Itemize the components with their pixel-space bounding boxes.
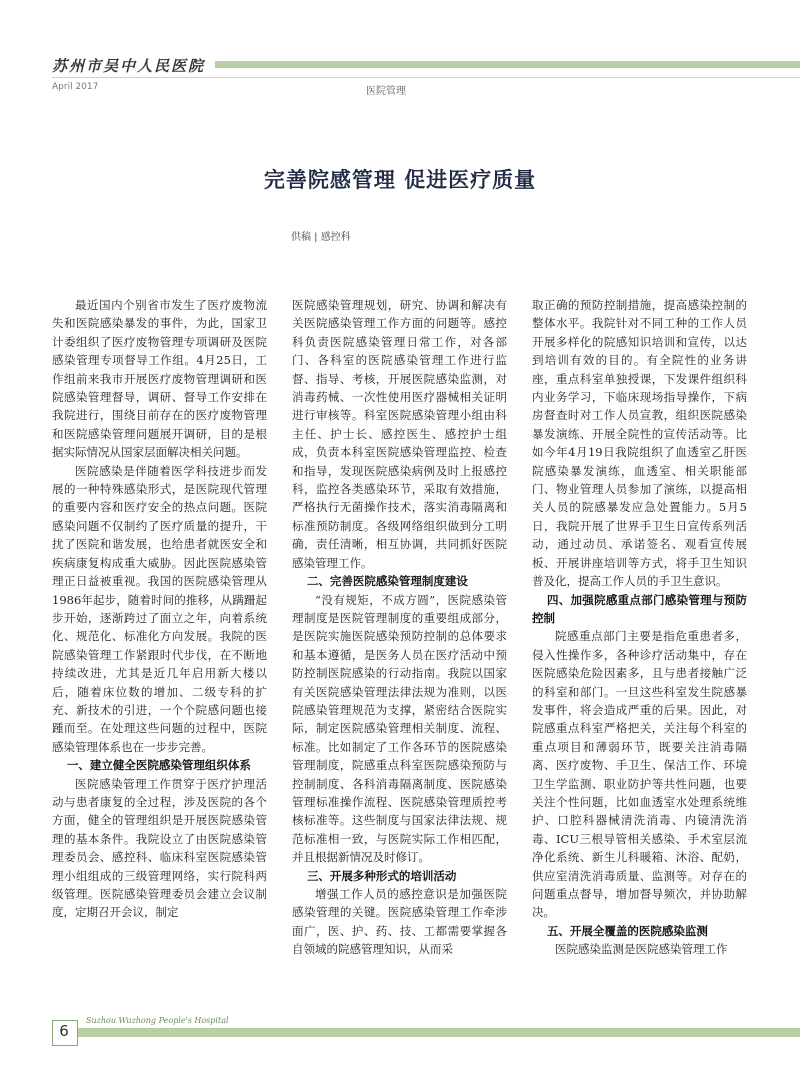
text-column-2 <box>292 296 507 959</box>
section-heading: 五、开展全覆盖的医院感染监测 <box>546 923 708 938</box>
text-column-1 <box>52 296 267 922</box>
paragraph: 医院感染管理规划，研究、协调和解决有关医院感染管理工作方面的问题等。感控科负责医院感染管理日常工作，对各部门、各科室的医院感染管理工作进行监督、指导、考核，开展医院感染监测，对消毒药械、一次性使用医疗器械相关证明进行审核等。科室医院感染管理小组由科主任、护士长、感控医生、感控护士组成，负责本科室医院感染管理监控、检查和指导，发现医院感染病例及时上报感控科，监控各类感染环节，采取有效措施，严格执行无菌操作技术，落实消毒隔离和标准预防制度。各级网络组织做到分工明确，责任清晰，相互协调，共同抓好医院感染管理工作。 <box>292 298 507 570</box>
section-label: 医院管理 <box>366 86 406 97</box>
footer-hospital-name: Suzhou Wuzhong People's Hospital <box>86 1016 229 1025</box>
text-column-3 <box>532 296 747 959</box>
article-title: 完善院感管理 促进医疗质量 <box>263 168 537 193</box>
page-number: 6 <box>59 1022 69 1040</box>
paragraph: 院感重点部门主要是指危重患者多，侵入性操作多，各种诊疗活动集中，存在医院感染危险因素多，且与患者接触广泛的科室和部门。一旦这些科室发生院感暴发事件，将会造成严重的后果。因此，对院感重点科室严格把关，关注每个科室的重点项目和薄弱环节，既要关注消毒隔离、医疗废物、手卫生、保洁工作、环境卫生学监测、职业防护等共性问题，也要关注个性问题，比如血透室水处理系统维护、口腔科器械清洗消毒、内镜清洗消毒、ICU三根导管相关感染、手术室层流净化系统、新生儿科暖箱、沐浴、配奶，供应室清洗消毒质量、监测等。对存在的问题重点督导，增加督导频次，并协助解决。 <box>532 629 747 920</box>
paragraph: “没有规矩，不成方圆”，医院感染管理制度是医院管理制度的重要组成部分，是医院实施医院感染预防控制的总体要求和基本遵循，是医务人员在医疗活动中预防控制医院感染的行动指南。我院以国家有关医院感染管理法律法规为准则，以医院感染管理规范为支撑，紧密结合医院实际，制定医院感染管理相关制度、流程、标准。比如制定了工作各环节的医院感染管理制度，院感重点科室医院感染预防与控制制度、各科消毒隔离制度、医院感染管理标准操作流程、医院感染管理质控考核标准等。这些制度与国家法律法规、规范标准相一致，与医院实际工作相匹配，并且根据新情况及时修订。 <box>292 592 507 865</box>
header-accent-bar <box>215 61 800 68</box>
section-heading: 二、完善医院感染管理制度建设 <box>306 574 468 589</box>
paragraph: 最近国内个别省市发生了医疗废物流失和医院感染暴发的事件，为此，国家卫计委组织了医疗废物管理专项调研及医院感染管理专项督导工作组。4月25日，工作组前来我市开展医疗废物管理调研和医院感染管理督导，调研、督导工作安排在我院进行，围绕目前存在的医疗废物管理和医院感染管理问题展开调研，目的是根据实际情况从国家层面解决相关问题。 <box>52 298 267 460</box>
paragraph: 医院感染监测是医院感染管理工作 <box>555 942 728 957</box>
header-divider <box>52 77 800 78</box>
section-heading: 三、开展多种形式的培训活动 <box>306 868 457 883</box>
hospital-name: 苏州市吴中人民医院 <box>52 57 206 75</box>
paragraph: 医院感染是伴随着医学科技进步而发展的一种特殊感染形式，是医院现代管理的重要内容和医疗安全的热点问题。医院感染问题不仅制约了医疗质量的提升，干扰了医院和谐发展，也给患者就医安全和疾病康复构成重大威胁。因此医院感染管理正日益被重视。我国的医院感染管理从1986年起步，随着时间的推移，从蹒跚起步开始，逐渐跨过了面立之年，向着系统化、规范化、标准化方向发展。我院的医院感染管理工作紧跟时代步伐，在不断地持续改进，尤其是近几年启用新大楼以后，随着床位数的增加、二级专科的扩充、新技术的引进，一个个院感问题也接踵而至。在处理这些问题的过程中，医院感染管理体系也在一步步完善。 <box>52 463 267 754</box>
article-author: 供稿 | 感控科 <box>291 232 351 243</box>
paragraph: 医院感染管理工作贯穿于医疗护理活动与患者康复的全过程，涉及医院的各个方面，健全的管理组织是开展医院感染管理的基本条件。我院设立了由医院感染管理委员会、感控科、临床科室医院感染管理小组组成的三级管理网络，实行院科两级管理。医院感染管理委员会建立会议制度，定期召开会议，制定 <box>52 776 267 920</box>
footer-accent-bar <box>77 1028 800 1037</box>
issue-date: April 2017 <box>52 82 99 92</box>
section-heading: 一、建立健全医院感染管理组织体系 <box>66 758 251 773</box>
paragraph: 增强工作人员的感控意识是加强医院感染管理的关键。医院感染管理工作牵涉面广，医、护、药、技、工都需要掌握各自领域的院感管理知识，从而采 <box>292 887 507 957</box>
paragraph: 取正确的预防控制措施，提高感染控制的整体水平。我院针对不同工种的工作人员开展多样化的院感知识培训和宣传，以达到培训有效的目的。有全院性的业务讲座，重点科室单独授课，下发课件组织科内业务学习，下临床现场指导操作，下病房督查时对工作人员宣教，组织医院感染暴发演练、开展全院性的宣传活动等。比如今年4月19日我院组织了血透室乙肝医院感染暴发演练，血透室、相关职能部门、物业管理人员参加了演练，以提高相关人员的院感暴发应急处置能力。5月5日，我院开展了世界手卫生日宣传系列活动，通过动员、承诺签名、观看宣传展板、开展讲座培训等方式，将手卫生知识普及化，提高工作人员的手卫生意识。 <box>532 298 747 589</box>
section-heading: 四、加强院感重点部门感染管理与预防控制 <box>532 592 747 625</box>
